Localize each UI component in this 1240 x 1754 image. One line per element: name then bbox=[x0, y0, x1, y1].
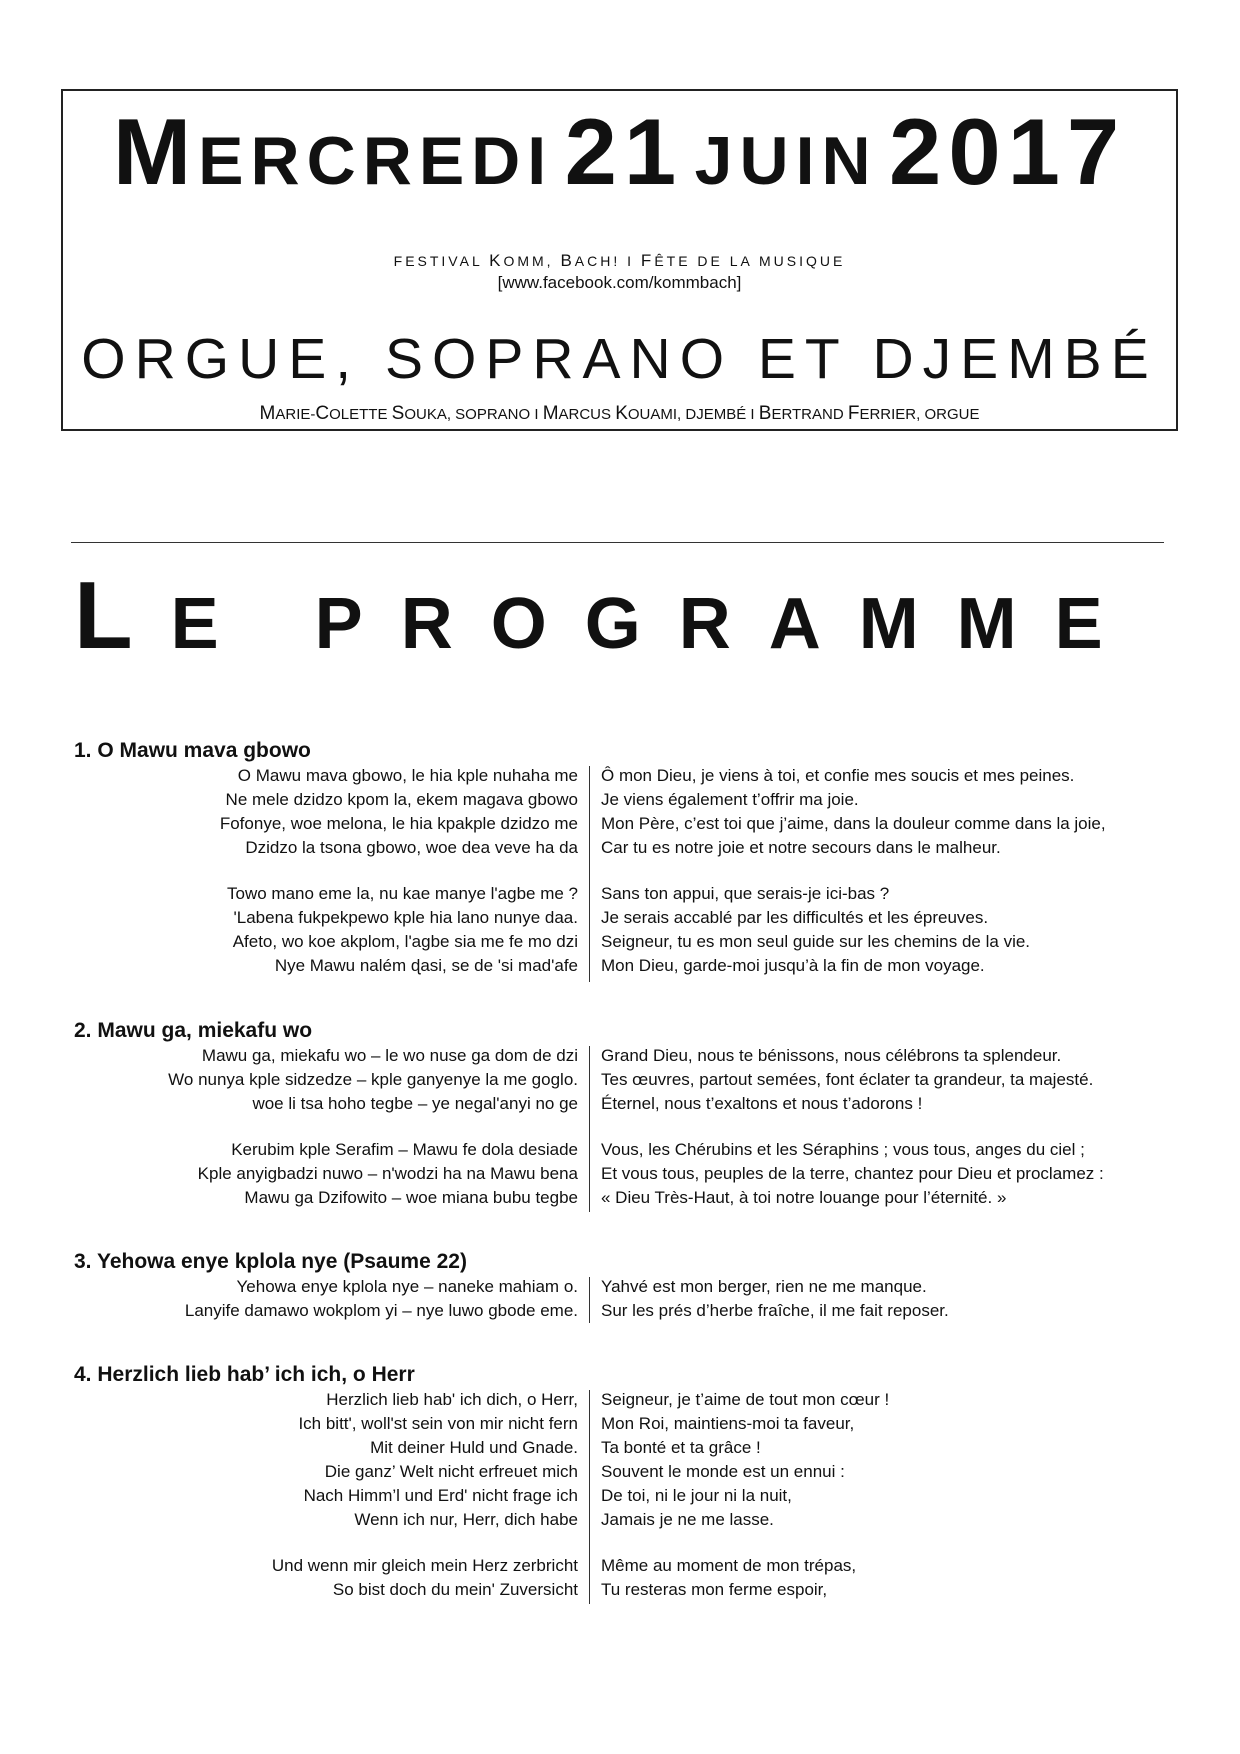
translated-lyric: Et vous tous, peuples de la terre, chantez pour Dieu et proclamez : bbox=[601, 1164, 1104, 1183]
translated-lyric: Sans ton appui, que serais-je ici-bas ? bbox=[601, 884, 890, 903]
performer2-initial-2: K bbox=[615, 403, 628, 424]
section-3-lyrics bbox=[0, 1275, 1240, 1323]
lyric-line bbox=[0, 812, 1240, 836]
lyric-line bbox=[0, 1578, 1240, 1602]
festival-prefix: FESTIVAL bbox=[393, 253, 490, 269]
translated-lyric: Jamais je ne me lasse. bbox=[601, 1510, 774, 1529]
translated-lyric: Tu resteras mon ferme espoir, bbox=[601, 1580, 828, 1599]
original-lyric: Afeto, wo koe akplom, l'agbe sia me fe mo dzi bbox=[232, 932, 578, 951]
date-year: 2017 bbox=[889, 99, 1127, 204]
lyric-line bbox=[0, 1068, 1240, 1092]
date-day: 21 bbox=[564, 99, 684, 204]
lyric-line bbox=[0, 1275, 1240, 1299]
translated-lyric: Sur les prés d’herbe fraîche, il me fait reposer. bbox=[601, 1301, 949, 1320]
translated-lyric: De toi, ni le jour ni la nuit, bbox=[601, 1486, 792, 1505]
original-lyric: Ich bitt', woll'st sein von mir nicht fern bbox=[298, 1414, 578, 1433]
lyric-line bbox=[0, 954, 1240, 978]
performers-line bbox=[63, 403, 1176, 425]
original-lyric: Mawu ga, miekafu wo – le wo nuse ga dom de dzi bbox=[201, 1046, 578, 1065]
section-4-title: 4. Herzlich lieb hab’ ich ich, o Herr bbox=[74, 1363, 415, 1386]
original-lyric: Mawu ga Dzifowito – woe miana bubu tegbe bbox=[244, 1188, 578, 1207]
original-lyric: Wenn ich nur, Herr, dich habe bbox=[354, 1510, 578, 1529]
lyric-line bbox=[0, 836, 1240, 860]
translated-lyric: Souvent le monde est un ennui : bbox=[601, 1462, 845, 1481]
stanza-gap bbox=[0, 1116, 1240, 1138]
programme-title-initial: L bbox=[74, 562, 171, 669]
original-lyric: Nach Himm’l und Erd' nicht frage ich bbox=[303, 1486, 578, 1505]
section-1-lyrics bbox=[0, 764, 1240, 978]
performer2-initial-1: M bbox=[542, 403, 559, 424]
performer1-initial-2: C bbox=[315, 403, 330, 424]
lyric-line bbox=[0, 1138, 1240, 1162]
performer3-part-1: ERTRAND bbox=[771, 406, 848, 423]
festival-ach: ACH! I bbox=[574, 253, 641, 269]
section-2-title: 2. Mawu ga, miekafu wo bbox=[74, 1019, 313, 1042]
section-1-title: 1. O Mawu mava gbowo bbox=[74, 739, 311, 762]
performer2-part-1: ARCUS bbox=[558, 406, 616, 423]
date-initial: M bbox=[112, 99, 199, 204]
lyric-line bbox=[0, 1508, 1240, 1532]
performer3-initial-1: B bbox=[758, 403, 772, 424]
performer2-part-2: OUAMI, DJEMBÉ I bbox=[627, 406, 759, 423]
concert-subtitle: ORGUE, SOPRANO ET DJEMBÉ bbox=[81, 327, 1158, 391]
original-lyric: Dzidzo la tsona gbowo, woe dea veve ha da bbox=[245, 838, 578, 857]
lyric-line bbox=[0, 1186, 1240, 1210]
lyric-line bbox=[0, 1484, 1240, 1508]
original-lyric: Kple anyigbadzi nuwo – n'wodzi ha na Mawu bena bbox=[197, 1164, 578, 1183]
lyric-line bbox=[0, 1162, 1240, 1186]
translated-lyric: Car tu es notre joie et notre secours dans le malheur. bbox=[601, 838, 1001, 857]
translated-lyric: Mon Dieu, garde-moi jusqu’à la fin de mon voyage. bbox=[601, 956, 985, 975]
stanza-gap bbox=[0, 1532, 1240, 1554]
performer1-part-1: ARIE- bbox=[275, 406, 316, 423]
translated-lyric: Vous, les Chérubins et les Séraphins ; vous tous, anges du ciel ; bbox=[601, 1140, 1085, 1159]
concert-date bbox=[63, 99, 1176, 204]
original-lyric: Ne mele dzidzo kpom la, ekem magava gbowo bbox=[225, 790, 578, 809]
date-weekday: ERCREDI bbox=[198, 123, 554, 199]
festival-b: B bbox=[560, 251, 575, 270]
lyric-line bbox=[0, 1412, 1240, 1436]
lyric-line bbox=[0, 1092, 1240, 1116]
translated-lyric: « Dieu Très-Haut, à toi notre louange pour l’éternité. » bbox=[601, 1188, 1007, 1207]
original-lyric: Lanyife damawo wokplom yi – nye luwo gbode eme. bbox=[184, 1301, 578, 1320]
translated-lyric: Je viens également t’offrir ma joie. bbox=[601, 790, 859, 809]
original-lyric: Nye Mawu nalém ɖasi, se de 'si mad'afe bbox=[274, 956, 578, 975]
programme-title-rest: E PROGRAMME bbox=[170, 584, 1141, 664]
performer3-part-2: ERRIER, ORGUE bbox=[859, 406, 980, 423]
section-3-title: 3. Yehowa enye kplola nye (Psaume 22) bbox=[74, 1250, 467, 1273]
festival-f: F bbox=[640, 251, 655, 270]
performer1-initial-1: M bbox=[259, 403, 276, 424]
translated-lyric: Ô mon Dieu, je viens à toi, et confie mes soucis et mes peines. bbox=[601, 766, 1075, 785]
programme-title bbox=[74, 562, 1174, 669]
stanza-gap bbox=[0, 860, 1240, 882]
performer3-initial-2: F bbox=[847, 403, 860, 424]
festival-line bbox=[63, 251, 1176, 271]
translated-lyric: Seigneur, tu es mon seul guide sur les chemins de la vie. bbox=[601, 932, 1031, 951]
translated-lyric: Yahvé est mon berger, rien ne me manque. bbox=[601, 1277, 927, 1296]
horizontal-divider bbox=[71, 542, 1164, 543]
date-month: JUIN bbox=[694, 123, 878, 199]
original-lyric: Fofonye, woe melona, le hia kpakple dzidzo me bbox=[219, 814, 578, 833]
lyric-line bbox=[0, 1460, 1240, 1484]
translated-lyric: Seigneur, je t’aime de tout mon cœur ! bbox=[601, 1390, 890, 1409]
section-4-lyrics bbox=[0, 1388, 1240, 1602]
translated-lyric: Grand Dieu, nous te bénissons, nous célébrons ta splendeur. bbox=[601, 1046, 1062, 1065]
translated-lyric: Mon Roi, maintiens-moi ta faveur, bbox=[601, 1414, 855, 1433]
original-lyric: woe li tsa hoho tegbe – ye negal'anyi no ge bbox=[252, 1094, 578, 1113]
facebook-link[interactable]: [www.facebook.com/kommbach] bbox=[497, 273, 742, 292]
festival-ete: ÊTE DE LA MUSIQUE bbox=[654, 253, 846, 269]
lyric-line bbox=[0, 930, 1240, 954]
original-lyric: So bist doch du mein' Zuversicht bbox=[332, 1580, 578, 1599]
section-2-lyrics bbox=[0, 1044, 1240, 1210]
performer1-part-2: OLETTE bbox=[329, 406, 392, 423]
translated-lyric: Éternel, nous t’exaltons et nous t’adorons ! bbox=[601, 1094, 923, 1113]
concert-header-box bbox=[61, 89, 1178, 431]
original-lyric: Kerubim kple Serafim – Mawu fe dola desiade bbox=[231, 1140, 578, 1159]
lyric-line bbox=[0, 1044, 1240, 1068]
lyric-line bbox=[0, 1554, 1240, 1578]
translated-lyric: Tes œuvres, partout semées, font éclater ta grandeur, ta majesté. bbox=[601, 1070, 1094, 1089]
festival-k: K bbox=[489, 251, 504, 270]
festival-omm: OMM, bbox=[503, 253, 561, 269]
original-lyric: Die ganz’ Welt nicht erfreuet mich bbox=[324, 1462, 578, 1481]
original-lyric: Herzlich lieb hab' ich dich, o Herr, bbox=[326, 1390, 578, 1409]
translated-lyric: Mon Père, c’est toi que j’aime, dans la douleur comme dans la joie, bbox=[601, 814, 1106, 833]
lyric-line bbox=[0, 1436, 1240, 1460]
lyric-line bbox=[0, 1388, 1240, 1412]
original-lyric: Towo mano eme la, nu kae manye l'agbe me ? bbox=[227, 884, 578, 903]
original-lyric: O Mawu mava gbowo, le hia kple nuhaha me bbox=[237, 766, 578, 785]
translated-lyric: Même au moment de mon trépas, bbox=[601, 1556, 857, 1575]
lyric-line bbox=[0, 1299, 1240, 1323]
lyric-line bbox=[0, 906, 1240, 930]
lyric-line bbox=[0, 788, 1240, 812]
lyric-line bbox=[0, 764, 1240, 788]
original-lyric: Wo nunya kple sidzedze – kple ganyenye la me goglo. bbox=[168, 1070, 578, 1089]
original-lyric: 'Labena fukpekpewo kple hia lano nunye daa. bbox=[233, 908, 578, 927]
original-lyric: Yehowa enye kplola nye – naneke mahiam o. bbox=[236, 1277, 578, 1296]
translated-lyric: Ta bonté et ta grâce ! bbox=[601, 1438, 761, 1457]
lyric-line bbox=[0, 882, 1240, 906]
original-lyric: Und wenn mir gleich mein Herz zerbricht bbox=[271, 1556, 578, 1575]
translated-lyric: Je serais accablé par les difficultés et les épreuves. bbox=[601, 908, 989, 927]
performer1-initial-3: S bbox=[391, 403, 405, 424]
original-lyric: Mit deiner Huld und Gnade. bbox=[370, 1438, 578, 1457]
performer1-part-3: OUKA, SOPRANO I bbox=[404, 406, 543, 423]
